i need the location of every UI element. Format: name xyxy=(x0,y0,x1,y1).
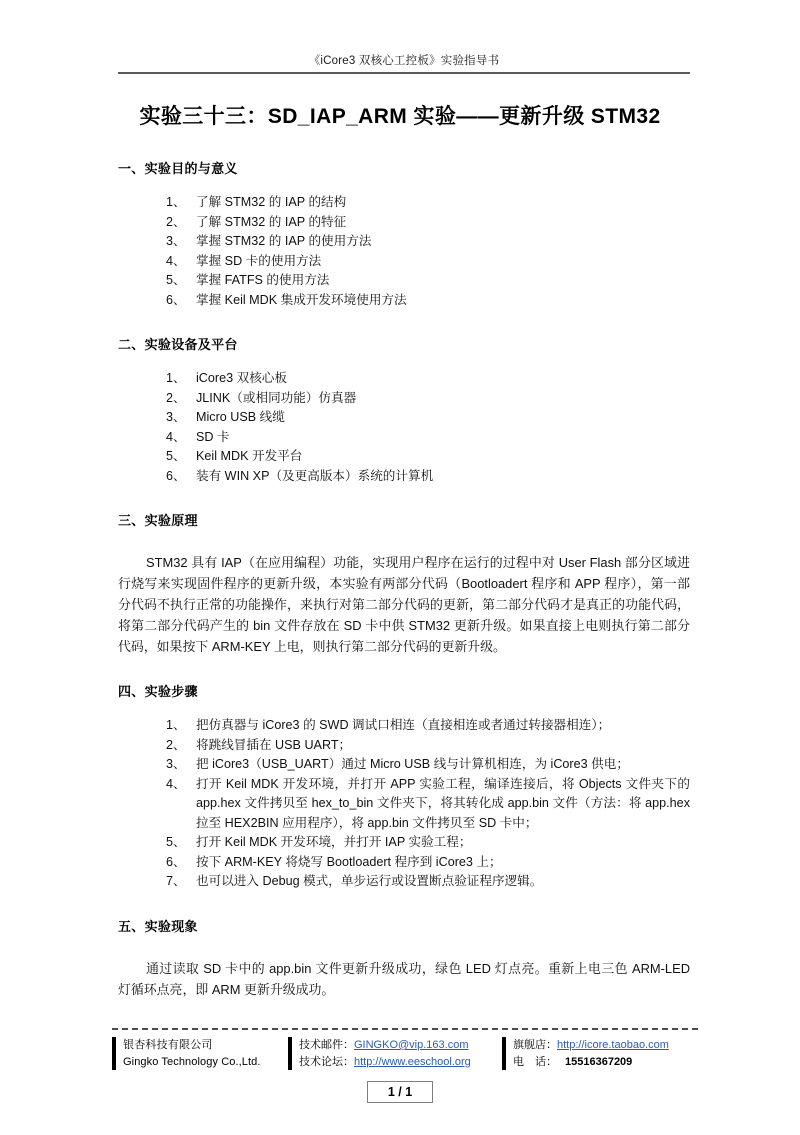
section-experiment-steps xyxy=(118,681,690,892)
list-text: 把仿真器与 iCore3 的 SWD 调试口相连（直接相连或者通过转接器相连）； xyxy=(196,718,611,732)
spacer xyxy=(118,359,690,369)
purpose-list xyxy=(118,193,690,310)
section-title: 实验原理 xyxy=(144,513,198,528)
list-text: 打开 Keil MDK 开发环境，并打开 APP 实验工程，编译连接后，将 Objects 文件夹下的 app.hex 文件拷贝至 hex_to_bin 文件夹下，将其转化成 app.bin 文件（方法：将 app.hex 拉至 HEX2BIN 应用程序），将 app.bin 文件拷贝至 SD 卡中； xyxy=(196,776,690,830)
list-item xyxy=(166,271,690,291)
list-marker: 2、 xyxy=(166,737,186,752)
list-item xyxy=(166,369,690,389)
list-item xyxy=(166,428,690,448)
spacer xyxy=(118,183,690,193)
footer-columns xyxy=(112,1037,698,1070)
list-item xyxy=(166,193,690,213)
list-text: 掌握 STM32 的 IAP 的使用方法 xyxy=(196,234,372,248)
list-marker: 7、 xyxy=(166,874,186,888)
list-item xyxy=(166,716,690,736)
list-text: 把 iCore3（USB_UART）通过 Micro USB 线与计算机相连，为 iCore3 供电； xyxy=(196,757,629,771)
list-item xyxy=(166,833,690,853)
document-body xyxy=(118,158,690,1002)
list-text: 掌握 SD 卡的使用方法 xyxy=(196,253,322,268)
list-text: 打开 Keil MDK 开发环境，并打开 IAP 实验工程； xyxy=(196,835,472,849)
phenomena-paragraph: 通过读取 SD 卡中的 app.bin 文件更新升级成功，绿色 LED 灯点亮。重新上电三色 ARM-LED 灯循环点亮，即 ARM 更新升级成功。 xyxy=(118,960,690,997)
list-text: 了解 STM32 的 IAP 的特征 xyxy=(196,214,347,229)
list-item xyxy=(166,775,690,834)
list-marker: 3、 xyxy=(166,234,186,248)
email-label: 技术邮件： xyxy=(299,1039,354,1051)
section-experiment-phenomena xyxy=(118,916,690,1000)
principle-paragraph: STM32 具有 IAP（在应用编程）功能，实现用户程序在运行的过程中对 User Flash 部分区域进行烧写来实现固件程序的更新升级，本实验有两部分代码（Bootloadert 程序和 APP 程序），第一部分代码不执行正常的功能操作，来执行对第二部分代码的更新，第二部分代码才是真正的功能代码，将第二部分代码产生的 bin 文件存放在 SD 卡中供 STM32 更新升级。如果直接上电则执行第二部分代码，如果按下 ARM-KEY 上电，则执行第二部分代码的更新升级。 xyxy=(118,555,690,654)
section-title: 实验设备及平台 xyxy=(144,337,238,352)
list-item xyxy=(166,872,690,892)
list-marker: 4、 xyxy=(166,429,186,444)
section-heading xyxy=(118,510,690,529)
list-marker: 5、 xyxy=(166,273,186,287)
section-heading xyxy=(118,681,690,700)
list-item xyxy=(166,291,690,311)
list-marker: 5、 xyxy=(166,449,186,463)
running-header-title: 《iCore3 双核心工控板》实验指导书 xyxy=(308,55,500,67)
spacer xyxy=(118,312,690,334)
list-text: 了解 STM32 的 IAP 的结构 xyxy=(196,195,347,209)
section-title: 实验现象 xyxy=(144,918,198,934)
section-number: 三、 xyxy=(118,513,145,528)
list-item xyxy=(166,252,690,272)
spacer xyxy=(118,894,690,916)
spacer xyxy=(118,706,690,716)
list-text: iCore3 双核心板 xyxy=(196,371,287,385)
footer-contact-column xyxy=(288,1037,502,1070)
list-marker: 4、 xyxy=(166,253,186,268)
list-text: 掌握 FATFS 的使用方法 xyxy=(196,273,330,287)
list-text: 也可以进入 Debug 模式，单步运行或设置断点验证程序逻辑。 xyxy=(196,874,543,888)
list-marker: 5、 xyxy=(166,835,186,849)
spacer xyxy=(118,941,690,958)
section-number: 四、 xyxy=(118,684,145,699)
shop-label: 旗舰店： xyxy=(513,1039,557,1051)
section-experiment-purpose xyxy=(118,158,690,310)
column-divider-bar xyxy=(112,1037,116,1070)
list-text: SD 卡 xyxy=(196,429,230,444)
shop-link[interactable]: http://icore.taobao.com xyxy=(557,1039,669,1051)
page-title: 实验三十三：SD_IAP_ARM 实验——更新升级 STM32 xyxy=(139,105,661,128)
page-header xyxy=(118,52,690,74)
column-divider-bar xyxy=(288,1037,292,1070)
footer-company-text xyxy=(123,1037,261,1070)
list-marker: 3、 xyxy=(166,757,186,771)
section-heading xyxy=(118,158,690,177)
list-marker: 1、 xyxy=(166,195,186,209)
list-marker: 4、 xyxy=(166,776,186,791)
email-link[interactable]: GINGKO@vip.163.com xyxy=(354,1039,469,1051)
list-marker: 6、 xyxy=(166,854,186,869)
list-item xyxy=(166,467,690,487)
forum-row xyxy=(299,1054,471,1071)
list-item xyxy=(166,232,690,252)
company-name-cn: 银杏科技有限公司 xyxy=(123,1039,213,1051)
section-number: 五、 xyxy=(118,918,145,934)
list-text: JLINK（或相同功能）仿真器 xyxy=(196,390,357,405)
footer-contact-text xyxy=(299,1037,471,1070)
steps-list xyxy=(118,716,690,892)
equipment-list xyxy=(118,369,690,486)
section-title: 实验步骤 xyxy=(144,684,198,699)
section-number: 一、 xyxy=(118,161,145,176)
phone-row xyxy=(513,1054,669,1071)
spacer xyxy=(118,659,690,681)
list-text: 将跳线冒插在 USB UART； xyxy=(196,737,352,752)
list-item xyxy=(166,447,690,467)
page-footer xyxy=(112,1028,698,1070)
list-item xyxy=(166,755,690,775)
list-item xyxy=(166,213,690,233)
section-heading xyxy=(118,916,690,935)
footer-rule xyxy=(112,1028,698,1030)
list-marker: 6、 xyxy=(166,468,186,483)
shop-row xyxy=(513,1037,669,1054)
list-marker: 1、 xyxy=(166,718,186,732)
section-equipment-platform xyxy=(118,334,690,486)
section-title: 实验目的与意义 xyxy=(144,161,238,176)
column-divider-bar xyxy=(502,1037,506,1070)
spacer xyxy=(118,535,690,552)
list-text: Micro USB 线缆 xyxy=(196,410,285,424)
list-marker: 2、 xyxy=(166,390,186,405)
page-number-container xyxy=(0,1081,800,1103)
list-text: 掌握 Keil MDK 集成开发环境使用方法 xyxy=(196,292,407,307)
page-number: 1 / 1 xyxy=(367,1081,433,1103)
section-heading xyxy=(118,334,690,353)
footer-company-column xyxy=(112,1037,288,1070)
section-experiment-principle xyxy=(118,510,690,657)
forum-link[interactable]: http://www.eeschool.org xyxy=(354,1055,471,1068)
phone-value: 15516367209 xyxy=(565,1055,633,1068)
list-item xyxy=(166,389,690,409)
footer-shop-text xyxy=(513,1037,669,1070)
footer-shop-column xyxy=(502,1037,694,1070)
list-marker: 2、 xyxy=(166,214,186,229)
list-text: 装有 WIN XP（及更高版本）系统的计算机 xyxy=(196,468,434,483)
list-marker: 3、 xyxy=(166,410,186,424)
company-name-en: Gingko Technology Co.,Ltd. xyxy=(123,1055,261,1068)
list-item xyxy=(166,408,690,428)
list-text: 按下 ARM-KEY 将烧写 Bootloadert 程序到 iCore3 上； xyxy=(196,854,502,869)
section-number: 二、 xyxy=(118,337,145,352)
list-marker: 6、 xyxy=(166,292,186,307)
list-text: Keil MDK 开发平台 xyxy=(196,449,303,463)
email-row xyxy=(299,1037,471,1054)
forum-label: 技术论坛： xyxy=(299,1055,354,1068)
header-rule xyxy=(118,72,690,74)
list-item xyxy=(166,853,690,873)
phone-label: 电 话： xyxy=(513,1055,557,1068)
list-marker: 1、 xyxy=(166,371,186,385)
list-item xyxy=(166,736,690,756)
spacer xyxy=(118,488,690,510)
